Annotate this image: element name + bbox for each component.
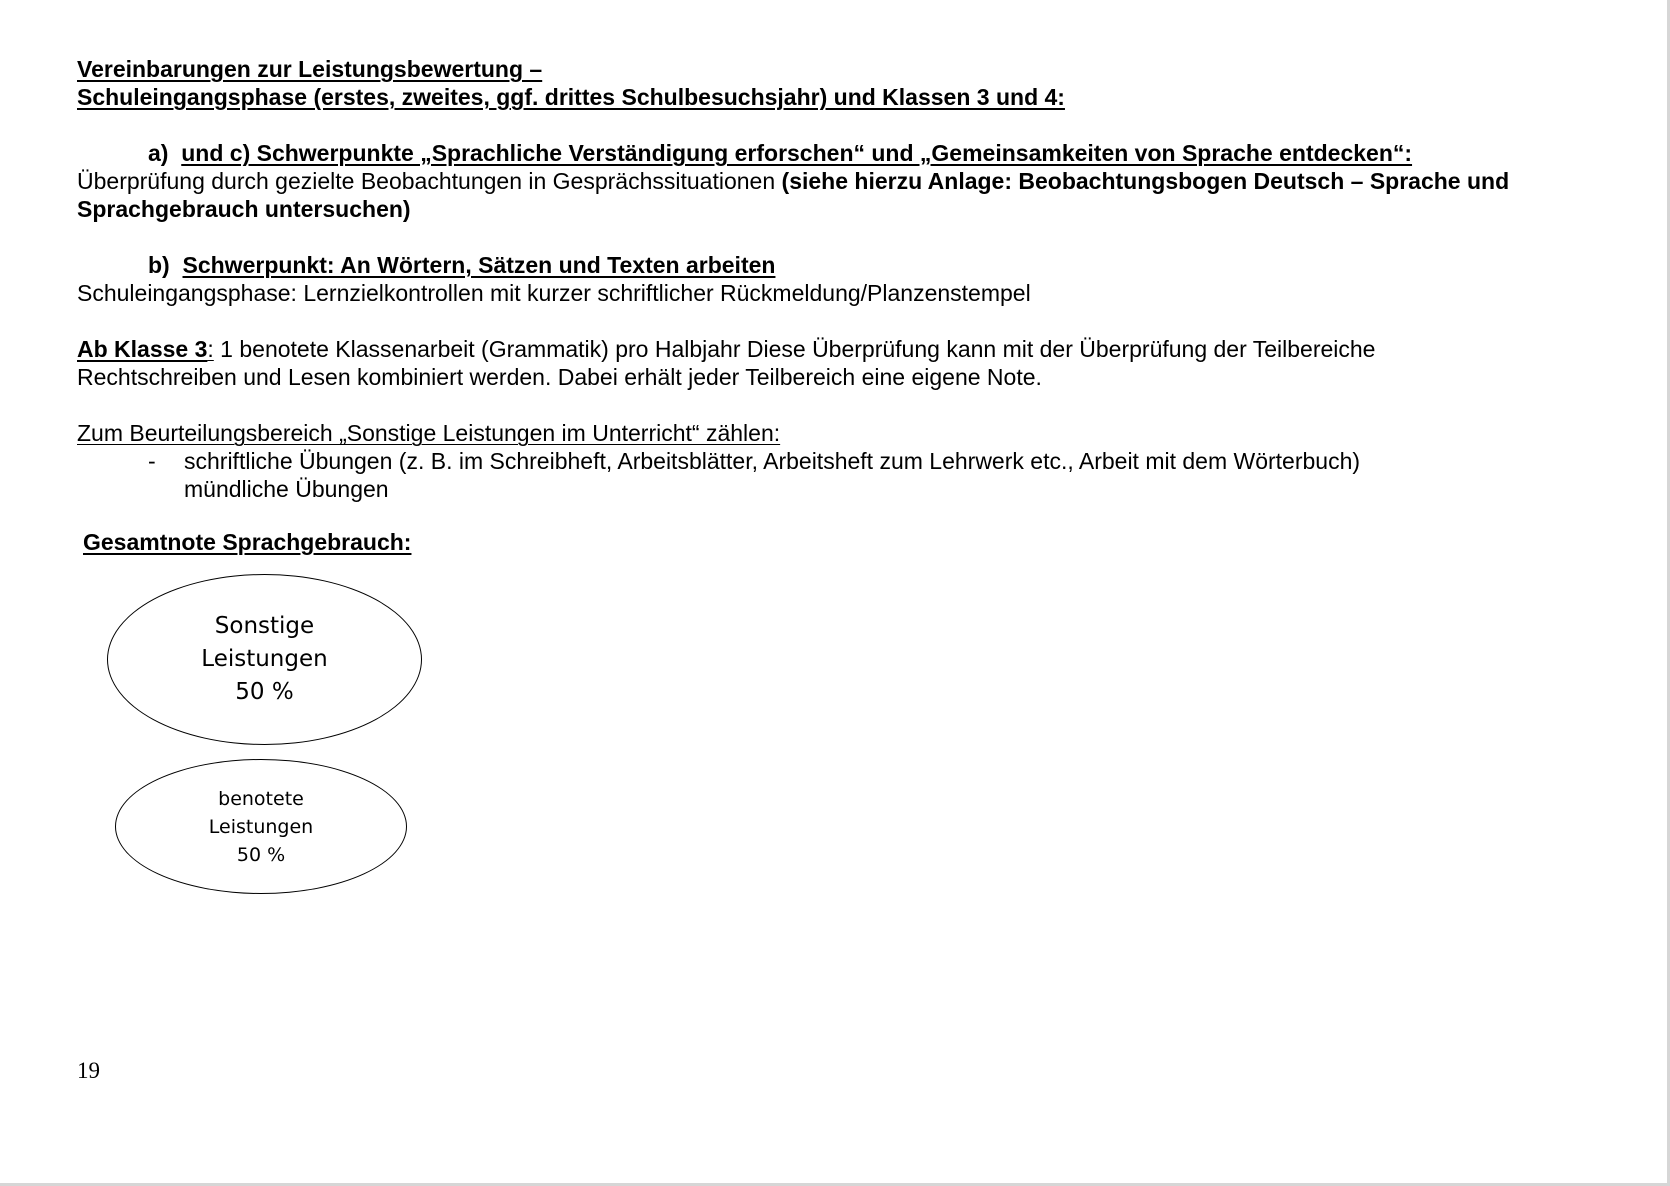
ellipse-1-line-1: Sonstige (214, 613, 315, 639)
klasse3-text-1: 1 benotete Klassenarbeit (Grammatik) pro Halbjahr Diese Überprüfung kann mit der Überprüfung der Teilbereiche (213, 336, 1376, 362)
section-a-text-line-2: Sprachgebrauch untersuchen) (77, 196, 411, 222)
section-a-text-line-1 (77, 167, 1509, 195)
klasse3-colon: : (207, 336, 214, 362)
sonstige-heading: Zum Beurteilungsbereich „Sonstige Leistungen im Unterricht“ zählen: (77, 420, 781, 446)
klasse3-label: Ab Klasse 3 (77, 336, 208, 362)
section-a-marker: a) (148, 140, 169, 166)
sonstige-item-2: mündliche Übungen (184, 476, 389, 502)
klasse3-line-2: Rechtschreiben und Lesen kombiniert werden. Dabei erhält jeder Teilbereich eine eigene Note. (77, 364, 1042, 390)
gesamtnote-heading: Gesamtnote Sprachgebrauch: (83, 529, 412, 555)
section-b-text: Schuleingangsphase: Lernzielkontrollen mit kurzer schriftlicher Rückmeldung/Planzenstempel (77, 280, 1031, 306)
section-a-text-plain: Überprüfung durch gezielte Beobachtungen in Gesprächssituationen (77, 168, 782, 194)
ellipse-2-line-1: benotete (218, 787, 304, 810)
sonstige-leistungen-ellipse (107, 574, 422, 745)
benotete-leistungen-ellipse (115, 759, 407, 894)
section-a-text-bold-1: (siehe hierzu Anlage: Beobachtungsbogen Deutsch – Sprache und (781, 168, 1510, 194)
page-number: 19 (77, 1058, 100, 1083)
section-b-title-line (148, 251, 775, 279)
ellipse-1-line-2: Leistungen (201, 646, 328, 672)
heading-line-1: Vereinbarungen zur Leistungsbewertung – (77, 56, 543, 82)
klasse3-line-1 (77, 335, 1375, 363)
heading-line-2: Schuleingangsphase (erstes, zweites, ggf. drittes Schulbesuchsjahr) und Klassen 3 und 4: (77, 84, 1065, 110)
sonstige-bullet: - (148, 448, 156, 474)
section-b-title: Schwerpunkt: An Wörtern, Sätzen und Texten arbeiten (182, 252, 776, 278)
section-a-title: und c) Schwerpunkte „Sprachliche Verständigung erforschen“ und „Gemeinsamkeiten von Sprache entdecken“: (181, 140, 1413, 166)
section-b-marker: b) (148, 252, 170, 278)
section-a-title-line (148, 139, 1412, 167)
ellipse-1-line-3: 50 % (235, 679, 294, 705)
sonstige-item-1: schriftliche Übungen (z. B. im Schreibheft, Arbeitsblätter, Arbeitsheft zum Lehrwerk etc., Arbeit mit dem Wörterbuch) (184, 448, 1361, 474)
ellipse-2-line-3: 50 % (236, 843, 286, 866)
ellipse-2-line-2: Leistungen (208, 815, 314, 838)
